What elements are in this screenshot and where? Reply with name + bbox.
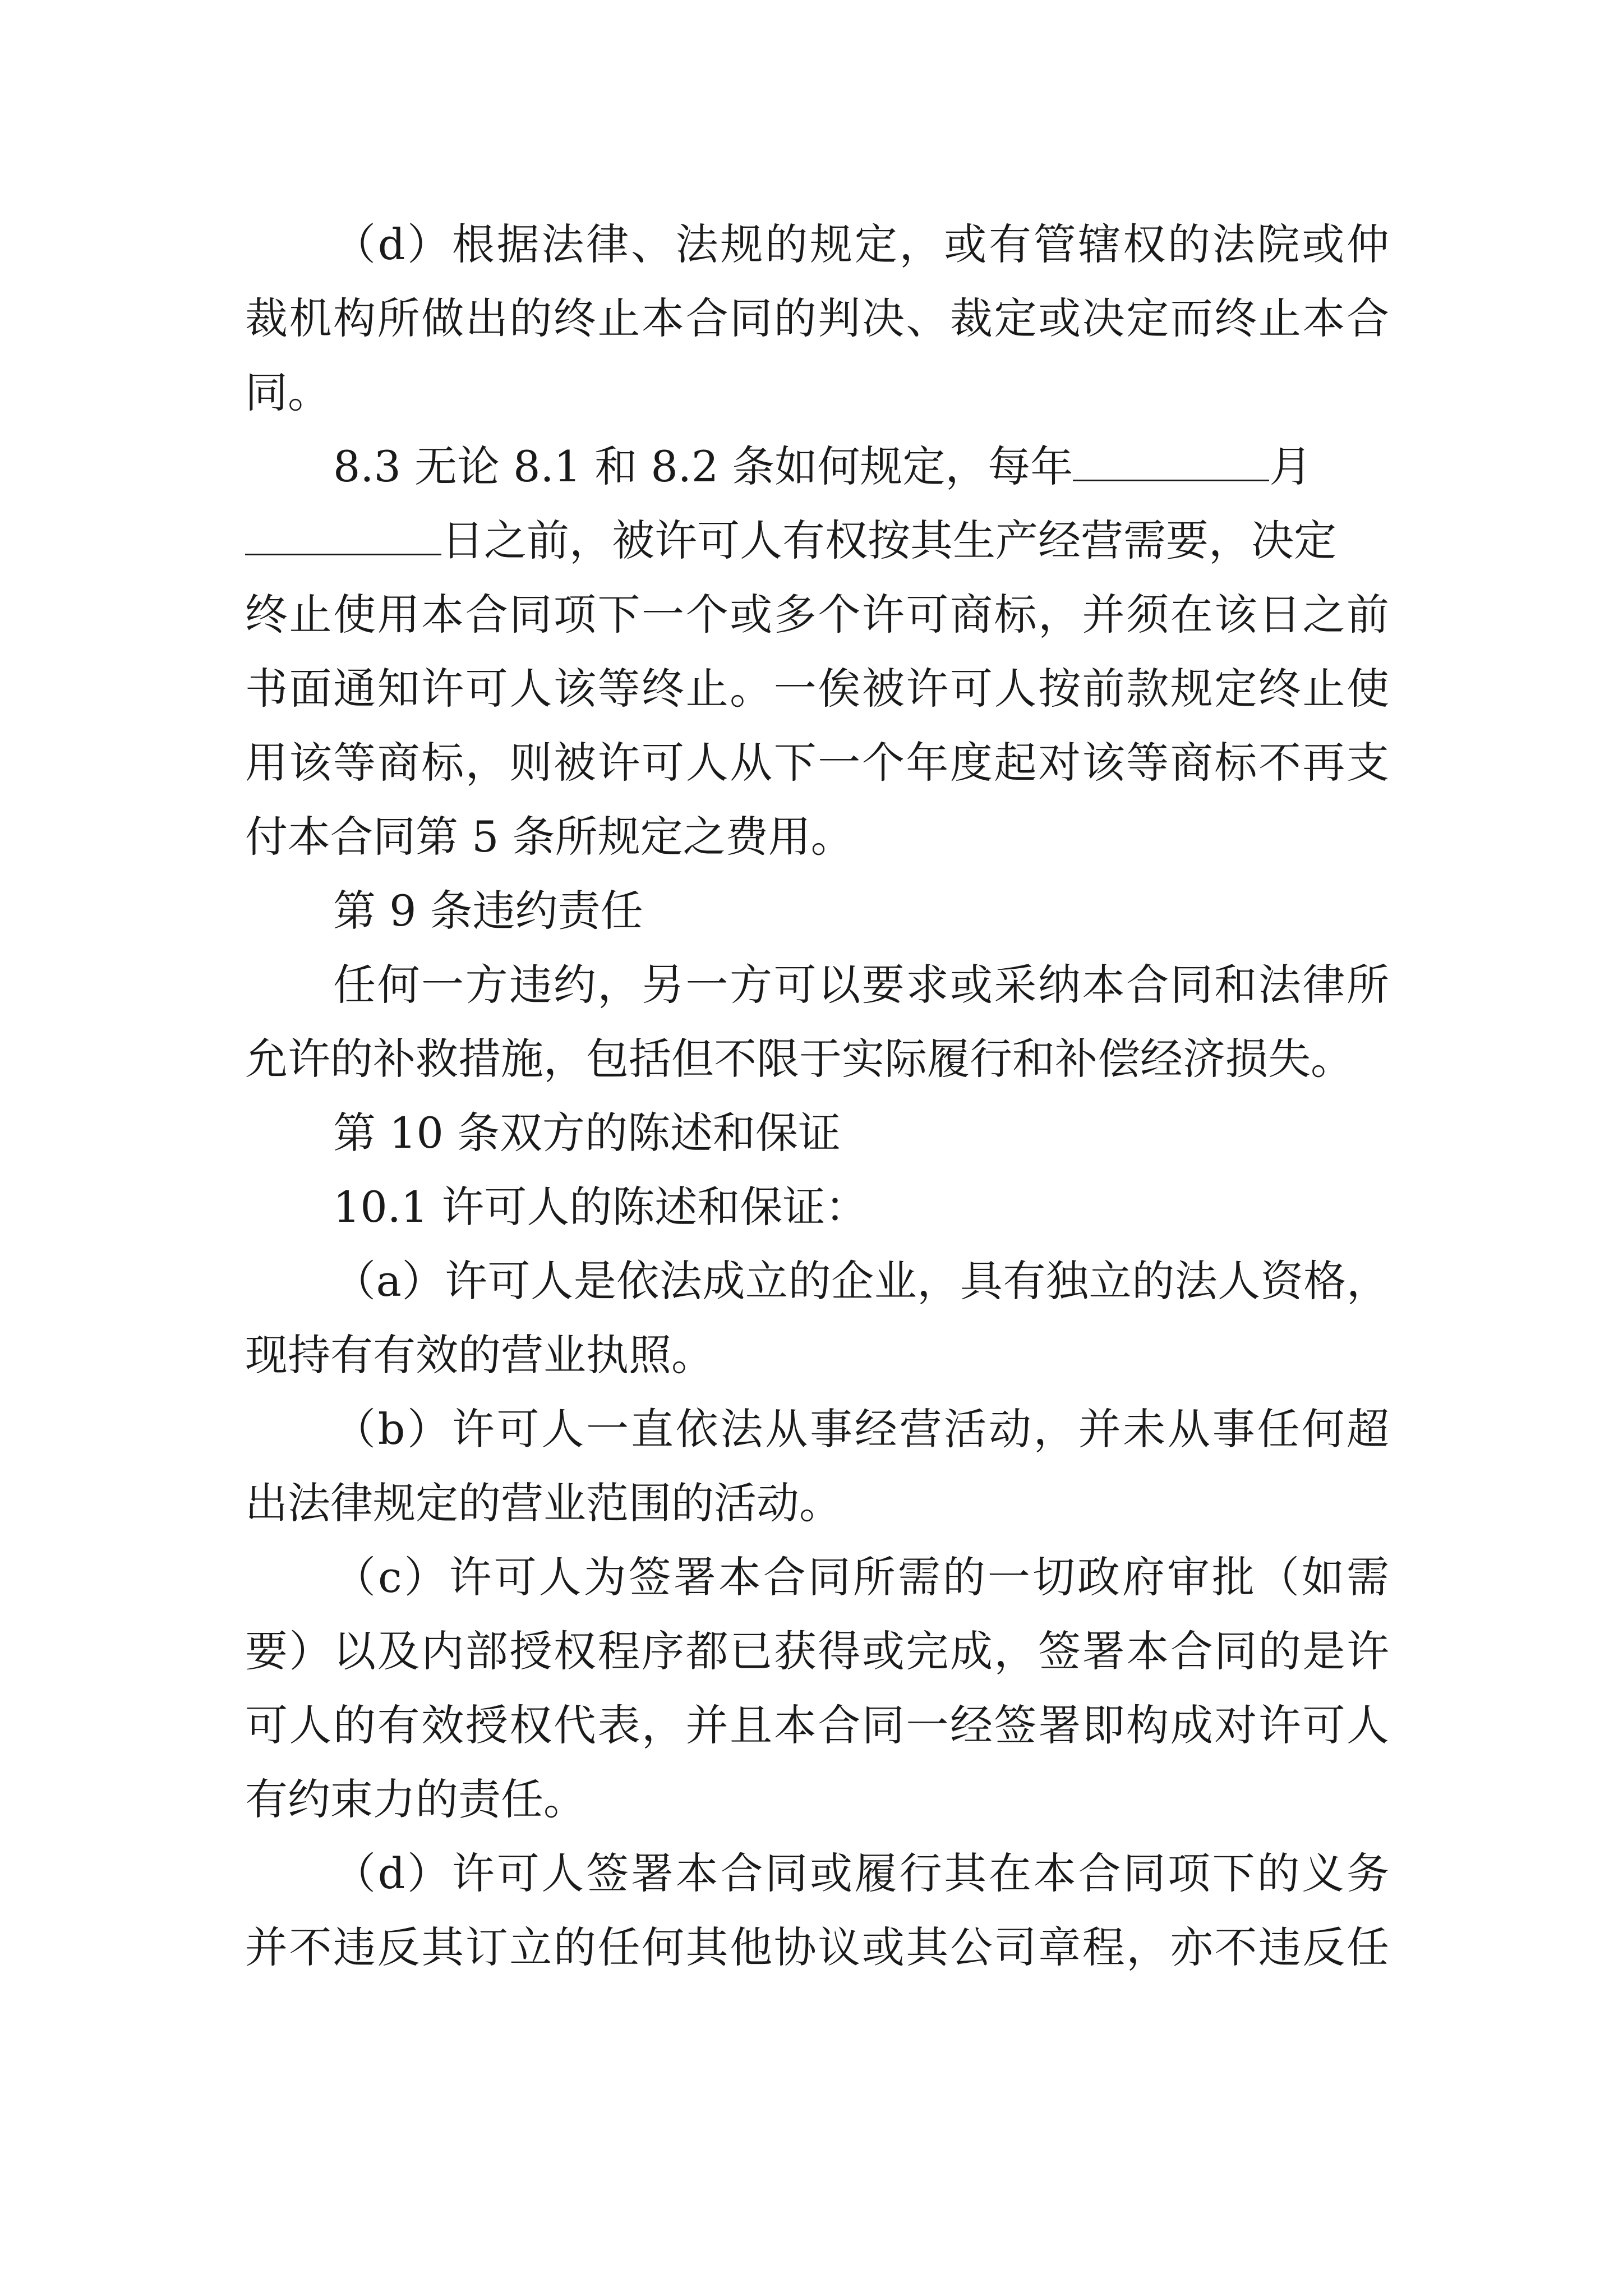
clause-10-1-c-line-4: 有约束力的责任。 — [245, 1774, 586, 1824]
clause-10-1-d-line-2: 并不违反其订立的任何其他协议或其公司章程，亦不违反任 — [245, 1922, 1389, 1972]
article-9-text-line-2: 允许的补救措施，包括但不限于实际履行和补偿经济损失。 — [245, 1034, 1353, 1084]
paragraph-8-3-line-6: 付本合同第 5 条所规定之费用。 — [245, 812, 854, 862]
paragraph-8-3-text-c: 日之前，被许可人有权按其生产经营需要，决定 — [441, 516, 1336, 565]
paragraph-8-3-line-4: 书面通知许可人该等终止。一俟被许可人按前款规定终止使 — [245, 664, 1389, 714]
article-10-heading: 第 10 条双方的陈述和保证 — [333, 1108, 841, 1158]
clause-10-1-b-line-1: （b）许可人一直依法从事经营活动，并未从事任何超 — [333, 1404, 1389, 1454]
clause-10-1-a-line-2: 现持有有效的营业执照。 — [245, 1330, 714, 1380]
paragraph-8-2-d-line-3: 同。 — [245, 367, 330, 417]
paragraph-8-2-d-line-2: 裁机构所做出的终止本合同的判决、裁定或决定而终止本合 — [245, 293, 1389, 343]
paragraph-8-2-d-line-1: （d）根据法律、法规的规定，或有管辖权的法院或仲 — [333, 219, 1389, 269]
month-blank — [1073, 437, 1269, 481]
clause-10-1-a-line-1: （a）许可人是依法成立的企业，具有独立的法人资格， — [333, 1256, 1389, 1306]
clause-10-1-d-line-1: （d）许可人签署本合同或履行其在本合同项下的义务 — [333, 1848, 1389, 1898]
article-9-heading: 第 9 条违约责任 — [333, 886, 643, 936]
paragraph-8-3-line-1 — [333, 436, 1389, 497]
clause-10-1-c-line-2: 要）以及内部授权程序都已获得或完成，签署本合同的是许 — [245, 1626, 1389, 1676]
clause-10-1-c-line-1: （c）许可人为签署本合同所需的一切政府审批（如需 — [333, 1552, 1389, 1602]
paragraph-8-3-line-2 — [245, 510, 1389, 571]
clause-10-1-heading: 10.1 许可人的陈述和保证： — [333, 1182, 868, 1232]
article-9-text-line-1: 任何一方违约，另一方可以要求或采纳本合同和法律所 — [333, 960, 1389, 1010]
paragraph-8-3-line-5: 用该等商标，则被许可人从下一个年度起对该等商标不再支 — [245, 738, 1389, 788]
paragraph-8-3-line-3: 终止使用本合同项下一个或多个许可商标，并须在该日之前 — [245, 590, 1389, 639]
clause-10-1-b-line-2: 出法律规定的营业范围的活动。 — [245, 1478, 842, 1528]
paragraph-8-3-text-b: 月 — [1269, 441, 1312, 491]
day-blank — [245, 511, 441, 555]
clause-10-1-c-line-3: 可人的有效授权代表，并且本合同一经签署即构成对许可人 — [245, 1700, 1389, 1750]
paragraph-8-3-text-a: 8.3 无论 8.1 和 8.2 条如何规定，每年 — [333, 441, 1073, 491]
